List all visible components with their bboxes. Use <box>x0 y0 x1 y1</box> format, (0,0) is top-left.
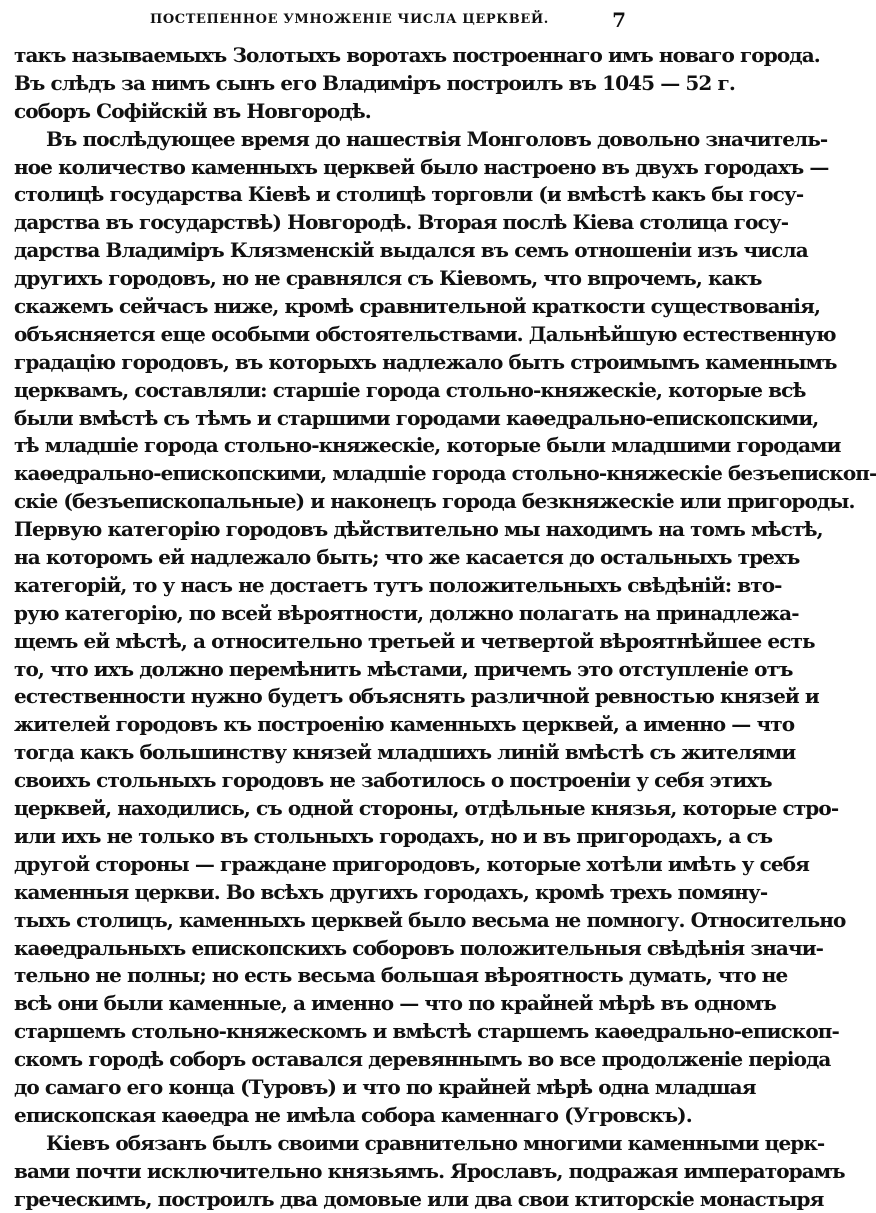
running-head <box>14 8 634 34</box>
text-line-13: церквамъ, составляли: старшіе города стольно-княжескіе, которые всѣ <box>14 377 806 402</box>
body-text <box>14 42 876 1213</box>
text-line-9: другихъ городовъ, но не сравнялся съ Кіевомъ, что впрочемъ, какъ <box>14 266 762 291</box>
text-line-39: епископская каѳедра не имѣла собора каменнаго (Угровскъ). <box>14 1102 692 1127</box>
text-line-15: тѣ младшіе города стольно-княжескіе, которые были младшими городами <box>14 433 841 458</box>
text-line-22: щемъ ей мѣстѣ, а относительно третьей и четвертой вѣроятнѣйшее есть <box>14 628 815 653</box>
text-line-7: дарства въ государствѣ) Новгородѣ. Вторая послѣ Кіева столица госу- <box>14 210 789 235</box>
text-line-20: категорій, то у насъ не достаетъ тутъ положительныхъ свѣдѣній: вто- <box>14 572 782 597</box>
text-line-37: скомъ городѣ соборъ оставался деревяннымъ во все продолженіе періода <box>14 1047 831 1072</box>
text-line-30: другой стороны — граждане пригородовъ, которые хотѣли имѣть у себя <box>14 851 810 876</box>
text-line-21: рую категорію, по всей вѣроятности, должно полагать на принадлежа- <box>14 600 799 625</box>
page-number: 7 <box>612 8 626 32</box>
text-line-3: соборъ Софійскій въ Новгородѣ. <box>14 98 371 123</box>
text-line-31: каменныя церкви. Во всѣхъ другихъ городахъ, кромѣ трехъ помяну- <box>14 879 768 904</box>
text-line-34: тельно не полны; но есть весьма большая вѣроятность думать, что не <box>14 963 788 988</box>
text-line-32: тыхъ столицъ, каменныхъ церквей было весьма не помногу. Относительно <box>14 907 846 932</box>
text-line-33: каѳедральныхъ епископскихъ соборовъ положительныя свѣдѣнія значи- <box>14 935 824 960</box>
text-line-6: столицѣ государства Кіевѣ и столицѣ торговли (и вмѣстѣ какъ бы госу- <box>14 182 804 207</box>
running-title: ПОСТЕПЕННОЕ УМНОЖЕНІЕ ЧИСЛА ЦЕРКВЕЙ. <box>150 12 549 27</box>
text-line-1: такъ называемыхъ Золотыхъ воротахъ построеннаго имъ новаго города. <box>14 43 820 67</box>
text-line-40: Кіевъ обязанъ былъ своими сравнительно многими каменными церк- <box>46 1130 825 1155</box>
text-line-4: Въ послѣдующее время до нашествія Монголовъ довольно значитель- <box>46 126 828 151</box>
text-line-12: градацію городовъ, въ которыхъ надлежало быть строимымъ каменнымъ <box>14 349 837 374</box>
text-line-16: каѳедрально-епископскими, младшіе города стольно-княжескіе безъепископ- <box>14 461 876 486</box>
text-line-38: до самаго его конца (Туровъ) и что по крайней мѣрѣ одна младшая <box>14 1074 756 1099</box>
text-line-36: старшемъ стольно-княжескомъ и вмѣстѣ старшемъ каѳедрально-епископ- <box>14 1019 839 1044</box>
text-line-35: всѣ они были каменные, а именно — что по крайней мѣрѣ въ одномъ <box>14 991 777 1016</box>
text-line-24: естественности нужно будетъ объяснять различной ревностью князей и <box>14 684 819 709</box>
text-line-25: жителей городовъ къ построенію каменныхъ церквей, а именно — что <box>14 712 795 737</box>
text-line-10: скажемъ сейчасъ ниже, кромѣ сравнительной краткости существованія, <box>14 294 821 319</box>
text-line-14: были вмѣстѣ съ тѣмъ и старшими городами каѳедрально-епископскими, <box>14 405 819 430</box>
text-line-42: греческимъ, построилъ два домовые или два свои ктиторскіе монастыря <box>14 1186 824 1211</box>
text-line-5: ное количество каменныхъ церквей было настроено въ двухъ городахъ — <box>14 154 829 179</box>
text-line-27: своихъ стольныхъ городовъ не заботилось о построеніи у себя этихъ <box>14 768 772 793</box>
text-line-2: Въ слѣдъ за нимъ сынъ его Владиміръ построилъ въ 1045 — 52 г. <box>14 70 735 95</box>
text-line-26: тогда какъ большинству князей младшихъ линій вмѣстѣ съ жителями <box>14 740 796 765</box>
text-line-29: или ихъ не только въ стольныхъ городахъ, но и въ пригородахъ, а съ <box>14 823 773 848</box>
text-line-17: скіе (безъепископальные) и наконецъ города безкняжескіе или пригороды. <box>14 489 855 514</box>
text-line-18: Первую категорію городовъ дѣйствительно мы находимъ на томъ мѣстѣ, <box>14 517 823 542</box>
text-line-28: церквей, находились, съ одной стороны, отдѣльные князья, которые стро- <box>14 796 839 821</box>
text-line-8: дарства Владиміръ Клязменскій выдался въ семъ отношеніи изъ числа <box>14 238 808 263</box>
text-line-19: на которомъ ей надлежало быть; что же касается до остальныхъ трехъ <box>14 545 800 570</box>
text-line-11: объясняется еще особыми обстоятельствами. Дальнѣйшую естественную <box>14 321 836 346</box>
text-line-41: вами почти исключительно князьямъ. Ярославъ, подражая императорамъ <box>14 1158 845 1183</box>
text-line-23: то, что ихъ должно перемѣнить мѣстами, причемъ это отступленіе отъ <box>14 656 793 681</box>
